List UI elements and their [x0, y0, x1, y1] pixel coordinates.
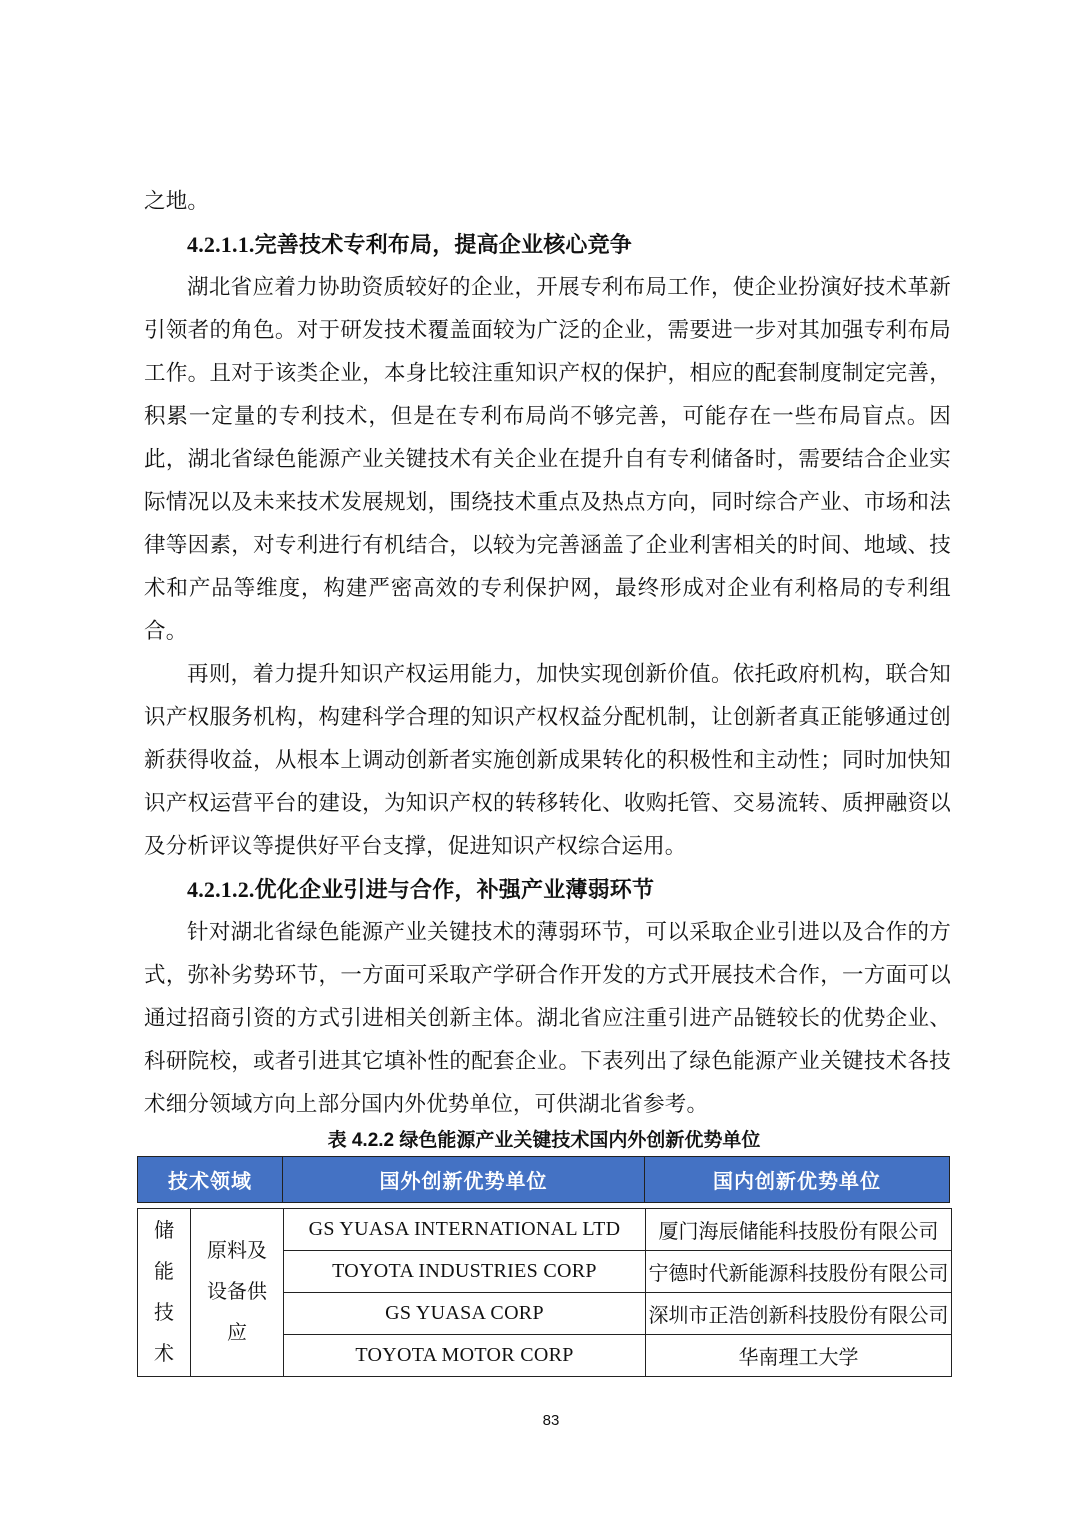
cell-foreign-unit: TOYOTA MOTOR CORP [284, 1335, 646, 1377]
tech-domain-text: 储能技术 [154, 1219, 174, 1365]
paragraph-enterprise-introduction: 针对湖北省绿色能源产业关键技术的薄弱环节，可以采取企业引进以及合作的方式，弥补劣势环节，一方面可采取产学研合作开发的方式开展技术合作，一方面可以通过招商引资的方式引进相关创新主体。湖北省应注重引进产品链较长的优势企业、科研院校，或者引进其它填补性的配套企业。下表列出了绿色能源产业关键技术各技术细分领域方向上部分国内外优势单位，可供湖北省参考。 [144, 920, 951, 1116]
paragraph-ip-utilization: 再则，着力提升知识产权运用能力，加快实现创新价值。依托政府机构，联合知识产权服务机构，构建科学合理的知识产权权益分配机制，让创新者真正能够通过创新获得收益，从根本上调动创新者实施创新成果转化的积极性和主动性；同时加快知识产权运营平台的建设，为知识产权的转移转化、收购托管、交易流转、质押融资以及分析评议等提供好平台支撑，促进知识产权综合运用。 [144, 662, 951, 858]
table-header-domestic-units: 国内创新优势单位 [644, 1156, 950, 1203]
table-header-tech-domain: 技术领域 [137, 1156, 283, 1203]
cell-foreign-unit: TOYOTA INDUSTRIES CORP [284, 1251, 646, 1293]
paragraph-continuation: 之地。 [144, 189, 210, 213]
cell-domestic-unit: 宁德时代新能源科技股份有限公司 [646, 1251, 952, 1293]
table-row [138, 1209, 952, 1251]
section-heading-4-2-1-1: 4.2.1.1.完善技术专利布局，提高企业核心竞争 [187, 232, 633, 257]
paragraph-patent-layout: 湖北省应着力协助资质较好的企业，开展专利布局工作，使企业扮演好技术革新引领者的角色。对于研发技术覆盖面较为广泛的企业，需要进一步对其加强专利布局工作。且对于该类企业，本身比较注重知识产权的保护，相应的配套制度制定完善，积累一定量的专利技术，但是在专利布局尚不够完善，可能存在一些布局盲点。因此，湖北省绿色能源产业关键技术有关企业在提升自有专利储备时，需要结合企业实际情况以及未来技术发展规划，围绕技术重点及热点方向，同时综合产业、市场和法律等因素，对专利进行有机结合，以较为完善涵盖了企业利害相关的时间、地域、技术和产品等维度，构建严密高效的专利保护网，最终形成对企业有利格局的专利组合。 [144, 275, 951, 643]
advantage-units-table [137, 1156, 951, 1377]
cell-tech-domain [138, 1209, 191, 1377]
cell-domestic-unit: 深圳市正浩创新科技股份有限公司 [646, 1293, 952, 1335]
section-heading-4-2-1-2: 4.2.1.2.优化企业引进与合作，补强产业薄弱环节 [187, 877, 655, 902]
table-body [137, 1208, 952, 1377]
cell-domestic-unit: 厦门海辰储能科技股份有限公司 [646, 1209, 952, 1251]
page-number: 83 [542, 1412, 560, 1429]
segment-text: 原料及设备供应 [207, 1240, 267, 1344]
cell-foreign-unit: GS YUASA CORP [284, 1293, 646, 1335]
table-header-foreign-units: 国外创新优势单位 [282, 1156, 645, 1203]
cell-foreign-unit: GS YUASA INTERNATIONAL LTD [284, 1209, 646, 1251]
cell-segment [191, 1209, 284, 1377]
table-caption: 表 4.2.2 绿色能源产业关键技术国内外创新优势单位 [327, 1130, 761, 1151]
cell-domestic-unit: 华南理工大学 [646, 1335, 952, 1377]
document-content [144, 180, 951, 1377]
table-header-row [137, 1156, 951, 1203]
